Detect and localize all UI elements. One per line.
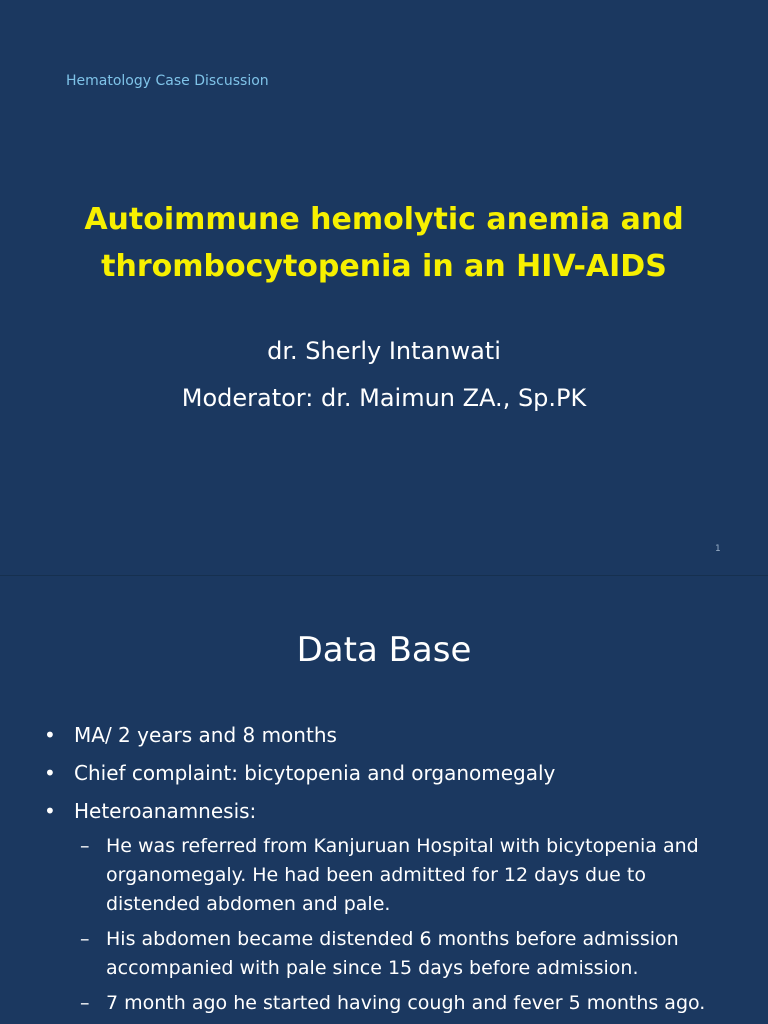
sub-bullet-text: He was referred from Kanjuruan Hospital with bicytopenia and organomegaly. He had been admitted for 12 days due to distended abdomen and pale. — [106, 835, 699, 915]
bullet-icon: • — [44, 799, 56, 823]
dash-icon: – — [80, 835, 90, 857]
moderator-name: Moderator: dr. Maimun ZA., Sp.PK — [181, 384, 587, 412]
presentation-title — [0, 196, 768, 290]
sub-list-item — [62, 832, 716, 919]
list-item — [44, 754, 744, 792]
presentation-kicker: Hematology Case Discussion — [66, 73, 269, 89]
sub-bullet-text: His abdomen became distended 6 months before admission accompanied with pale since 15 days before admission. — [106, 928, 679, 979]
sub-bullet-list — [44, 832, 744, 1018]
dash-icon: – — [80, 928, 90, 950]
title-line-2: thrombocytopenia in an HIV-AIDS — [101, 249, 667, 284]
presenter-name: dr. Sherly Intanwati — [267, 337, 501, 365]
bullet-text: Chief complaint: bicytopenia and organomegaly — [74, 761, 556, 785]
list-item — [44, 792, 744, 830]
sub-list-item — [62, 989, 716, 1018]
dash-icon: – — [80, 992, 90, 1014]
bullet-list — [44, 716, 744, 1024]
sub-list-item — [62, 925, 716, 983]
title-line-1: Autoimmune hemolytic anemia and — [84, 202, 684, 237]
bullet-icon: • — [44, 761, 56, 785]
slide-heading: Data Base — [296, 630, 472, 670]
bullet-text: MA/ 2 years and 8 months — [74, 723, 337, 747]
list-item — [44, 716, 744, 754]
sub-bullet-text: 7 month ago he started having cough and fever 5 months ago. — [106, 992, 706, 1014]
slide-number: 1 — [715, 544, 721, 554]
content-slide — [0, 576, 768, 1024]
bullet-icon: • — [44, 723, 56, 747]
bullet-text: Heteroanamnesis: — [74, 799, 257, 823]
